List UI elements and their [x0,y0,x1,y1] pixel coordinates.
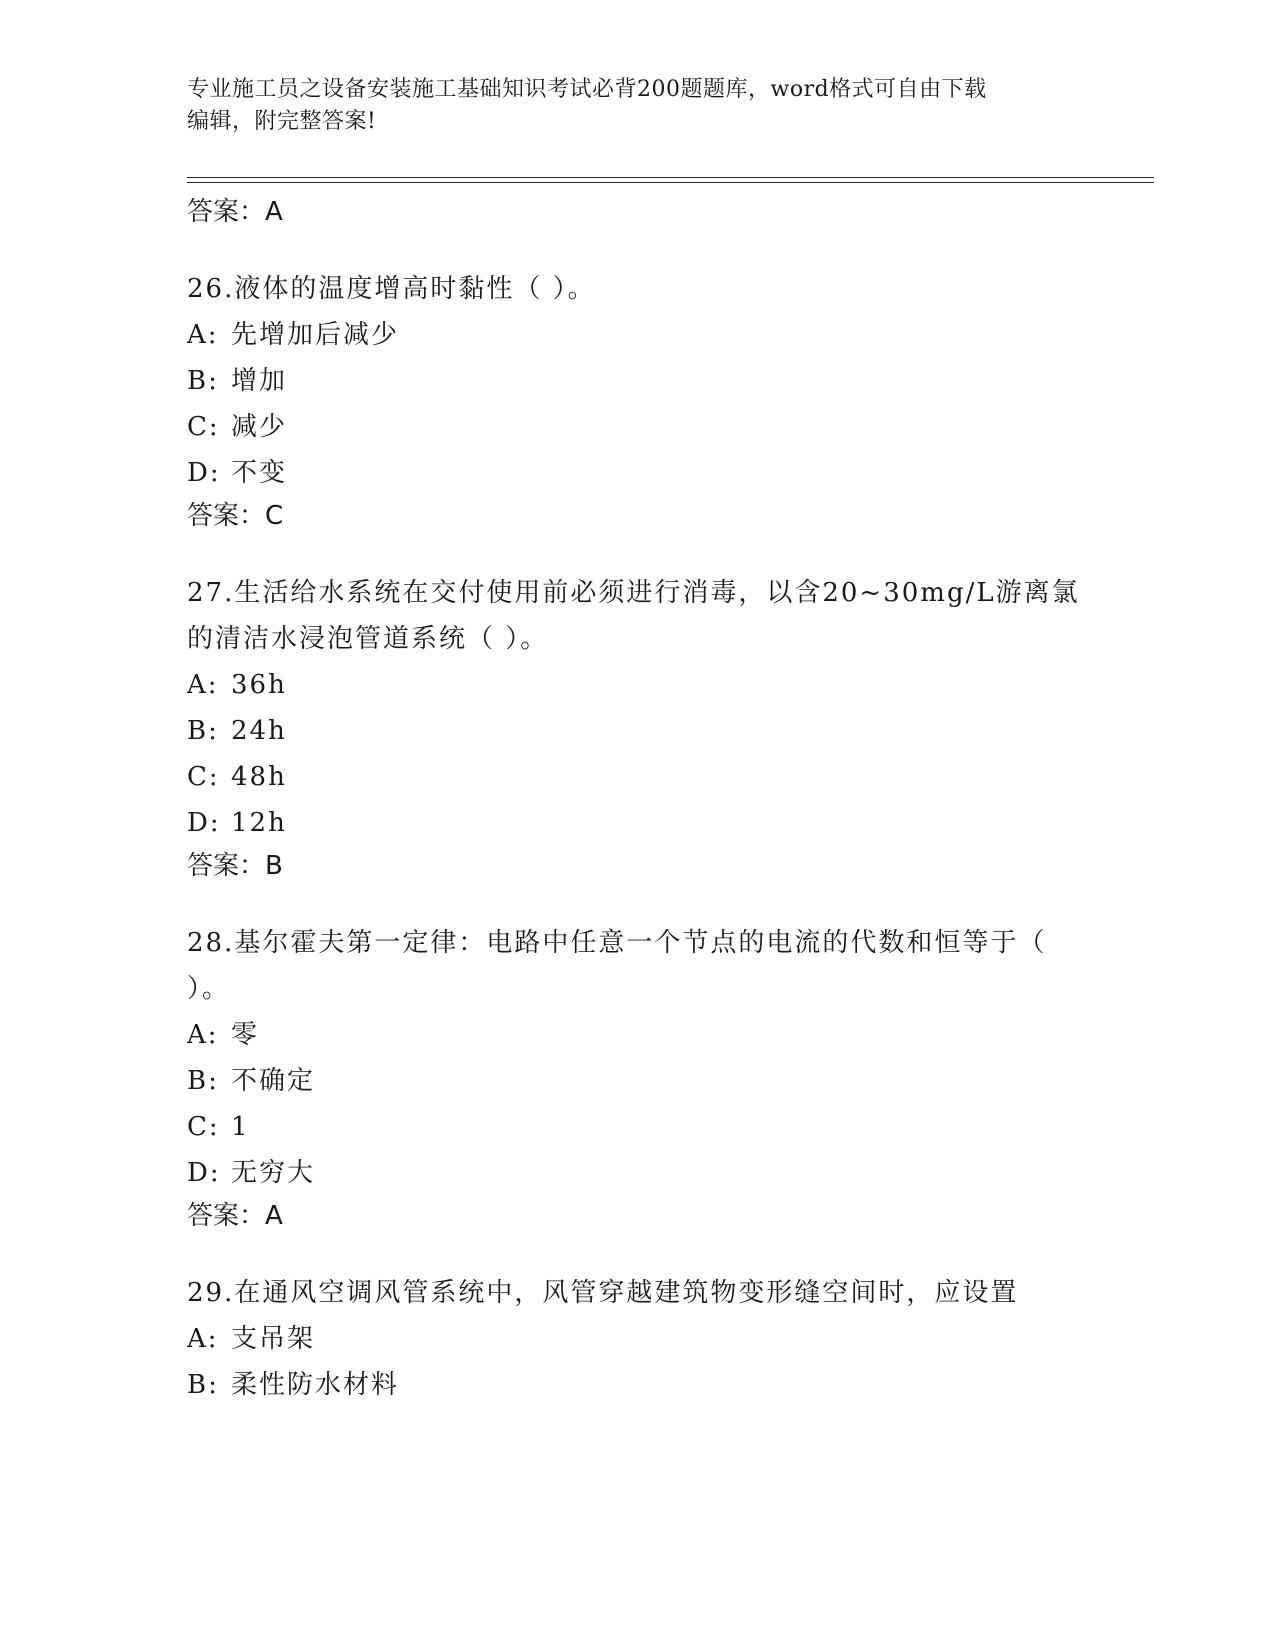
option-b [187,1058,1087,1104]
option-c [187,404,1087,450]
option-c [187,1104,1087,1150]
header-divider-bottom [187,182,1154,183]
option-b [187,1362,1087,1408]
document-header [187,74,1067,138]
question-text-line-2: ）。 [187,974,231,1004]
answer-line: 答案：A [187,1201,283,1231]
option-c [187,754,1087,800]
option-d [187,450,1087,496]
option-text: 36h [231,670,287,700]
option-letter: D: [187,458,221,488]
option-letter: A: [187,1324,219,1354]
option-letter: B: [187,1370,219,1400]
option-letter: D: [187,1158,221,1188]
option-d [187,800,1087,846]
option-text: 不变 [231,458,288,488]
option-text: 24h [231,716,287,746]
header-divider-top [187,177,1154,178]
option-text: 减少 [231,412,288,442]
header-title-line-2: 编辑，附完整答案! [187,109,377,134]
option-letter: C: [187,762,220,792]
option-letter: A: [187,1020,219,1050]
option-text: 先增加后减少 [231,320,400,350]
option-letter: C: [187,412,220,442]
document-body [187,192,1087,1408]
option-a [187,1316,1087,1362]
option-text: 不确定 [231,1066,316,1096]
answer-line: 答案：C [187,501,284,531]
option-d [187,1150,1087,1196]
option-letter: B: [187,366,219,396]
question-block-29 [187,1270,1087,1408]
answer-line: 答案：A [187,197,283,227]
option-letter: A: [187,670,219,700]
option-letter: B: [187,1066,219,1096]
option-text: 柔性防水材料 [231,1370,400,1400]
option-a [187,1012,1087,1058]
answer-line: 答案：B [187,851,283,881]
header-title-line-1: 专业施工员之设备安装施工基础知识考试必背200题题库，word格式可自由下载 [187,77,987,102]
option-text: 1 [231,1112,250,1142]
question-text-line-1: 28.基尔霍夫第一定律：电路中任意一个节点的电流的代数和恒等于（ [187,928,1047,958]
question-text-line-2: 的清洁水浸泡管道系统（ ）。 [187,624,549,654]
question-text-line-1: 27.生活给水系统在交付使用前必须进行消毒，以含20~30mg/L游离氯 [187,578,1080,608]
option-letter: D: [187,808,221,838]
option-b [187,708,1087,754]
question-text: 29.在通风空调风管系统中，风管穿越建筑物变形缝空间时，应设置 [187,1278,1019,1308]
option-letter: A: [187,320,219,350]
question-text: 26.液体的温度增高时黏性（ ）。 [187,274,596,304]
question-block-27 [187,570,1087,886]
option-a [187,312,1087,358]
option-letter: C: [187,1112,220,1142]
question-block-26 [187,266,1087,536]
question-block-28 [187,920,1087,1236]
option-text: 无穷大 [231,1158,316,1188]
option-text: 零 [231,1020,260,1050]
option-a [187,662,1087,708]
option-text: 12h [231,808,287,838]
option-b [187,358,1087,404]
option-text: 48h [231,762,287,792]
option-text: 支吊架 [231,1324,316,1354]
option-text: 增加 [231,366,288,396]
option-letter: B: [187,716,219,746]
